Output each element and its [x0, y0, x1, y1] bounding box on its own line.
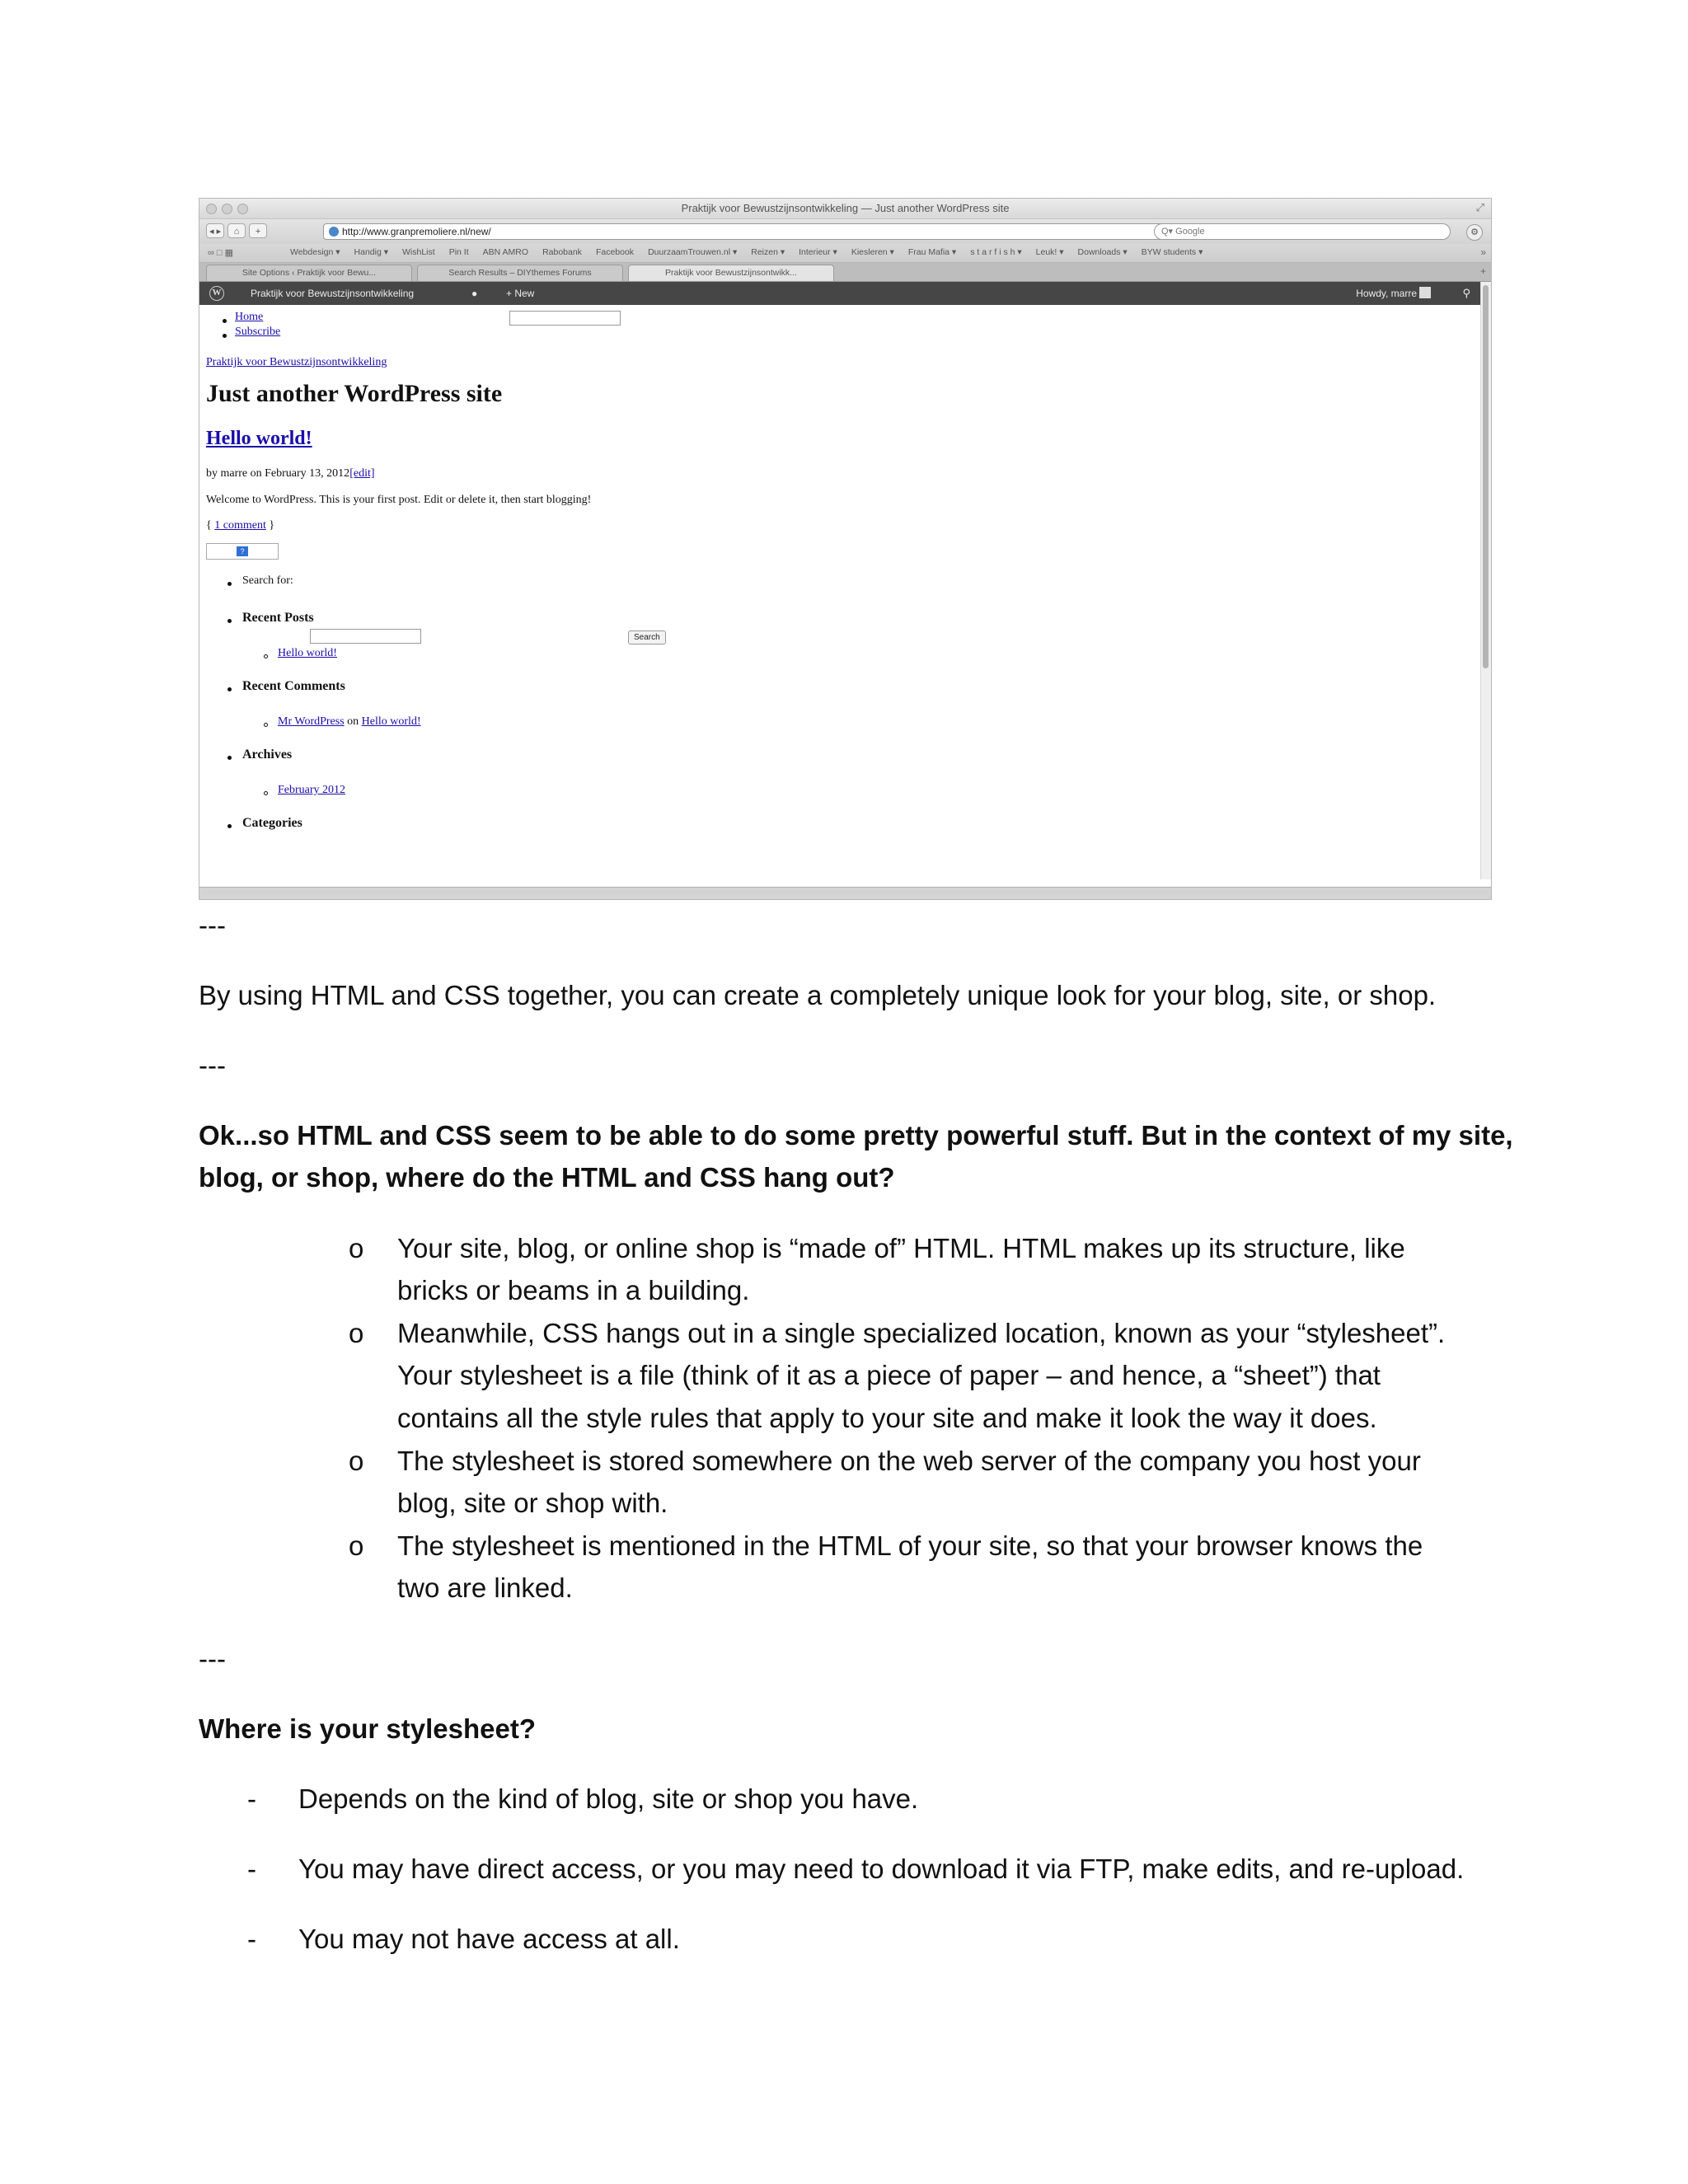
separator: ---	[199, 1643, 226, 1674]
nav-bullet	[223, 319, 227, 323]
selected-element-box[interactable]	[206, 543, 279, 560]
bookmark-item[interactable]: Reizen ▾	[751, 247, 785, 257]
add-bookmark-button[interactable]: +	[249, 223, 267, 238]
wp-search-input[interactable]	[509, 311, 621, 326]
more-bookmarks-icon[interactable]: »	[1480, 246, 1486, 258]
bookmark-item[interactable]: DuurzaamTrouwen.nl ▾	[648, 247, 738, 257]
browser-screenshot	[199, 198, 1492, 900]
tab-praktijk[interactable]: Praktijk voor Bewustzijnsontwikk...	[628, 265, 834, 281]
bookmark-item[interactable]: Frau Mafia ▾	[907, 247, 957, 257]
home-icon[interactable]: ⌂	[227, 223, 246, 238]
url-text: http://www.granpremoliere.nl/new/	[342, 226, 491, 237]
site-title-link[interactable]: Praktijk voor Bewustzijnsontwikkeling	[206, 356, 387, 368]
wp-search-button[interactable]: Search	[628, 630, 666, 644]
question-heading-line-2: blog, or shop, where do the HTML and CSS hang out?	[199, 1162, 895, 1193]
intro-paragraph: By using HTML and CSS together, you can create a completely unique look for your blog, site, or shop.	[199, 980, 1437, 1010]
search-icon[interactable]: ⚲	[1462, 287, 1470, 299]
vertical-scrollbar[interactable]	[1480, 282, 1491, 879]
bullet-3-line-2: blog, site or shop with.	[397, 1488, 668, 1518]
dash-bullet: -	[247, 1924, 256, 1954]
list-bullet: o	[349, 1530, 364, 1561]
bookmarks-bar	[199, 244, 1491, 263]
bullet-2-line-2: Your stylesheet is a file (think of it as a piece of paper – and hence, a “sheet”) that	[397, 1360, 1381, 1390]
bookmark-item[interactable]: Downloads ▾	[1077, 247, 1128, 257]
tab-site-options[interactable]: Site Options ‹ Praktijk voor Bewu...	[206, 265, 412, 281]
list-ring	[264, 791, 268, 795]
bookmark-item[interactable]: Kiesleren ▾	[851, 247, 894, 257]
comments-link[interactable]: 1 comment	[214, 519, 266, 532]
search-placeholder: Google	[1175, 227, 1205, 237]
wordpress-logo-icon[interactable]: W	[209, 286, 224, 301]
fullscreen-icon[interactable]: ⤢	[1475, 201, 1484, 213]
bookmark-item[interactable]: Leuk! ▾	[1035, 247, 1064, 257]
bullet-2-line-1: Meanwhile, CSS hangs out in a single specialized location, known as your “stylesheet”.	[397, 1318, 1446, 1348]
question-icon: ?	[237, 546, 248, 556]
comment-on-text: on	[347, 715, 359, 728]
brace-close: }	[269, 519, 275, 532]
question-heading-line-1: Ok...so HTML and CSS seem to be able to do some pretty powerful stuff. But in the context of my site,	[199, 1120, 1513, 1151]
back-forward-button[interactable]: ◂ ▸	[206, 223, 224, 238]
browser-toolbar	[199, 219, 1491, 244]
bookmark-item[interactable]: Handig ▾	[354, 247, 388, 257]
bookmarks-list	[290, 247, 1203, 257]
separator: ---	[199, 910, 226, 940]
post-title-link[interactable]: Hello world!	[206, 428, 312, 449]
bookmark-item[interactable]: Rabobank	[542, 247, 582, 257]
bullet-1-line-1: Your site, blog, or online shop is “made of” HTML. HTML makes up its structure, like	[397, 1233, 1405, 1263]
recent-comment-item	[278, 715, 421, 729]
dash-bullet: -	[247, 1854, 256, 1884]
bullet-4-line-2: two are linked.	[397, 1572, 573, 1603]
wp-search-box[interactable]	[310, 629, 421, 644]
nav-bullet	[223, 334, 227, 338]
address-bar[interactable]	[323, 223, 1259, 240]
widget-bullet	[227, 756, 232, 760]
site-tagline: Just another WordPress site	[206, 380, 503, 407]
bullet-3-line-1: The stylesheet is stored somewhere on the web server of the company you host your	[397, 1446, 1421, 1476]
list-bullet: o	[349, 1318, 364, 1348]
comment-bubble-icon[interactable]: ●	[471, 288, 478, 299]
dash-bullet: -	[247, 1783, 256, 1814]
list-bullet: o	[349, 1446, 364, 1476]
bookmark-item[interactable]: s t a r f i s h ▾	[970, 247, 1022, 257]
window-titlebar	[199, 199, 1491, 219]
bookmark-item[interactable]: Pin It	[448, 247, 469, 257]
tab-search-results[interactable]: Search Results – DIYthemes Forums	[417, 265, 623, 281]
wp-admin-bar	[199, 282, 1480, 305]
search-label: Search for:	[242, 574, 293, 587]
widget-bullet	[227, 582, 232, 586]
scrollbar-thumb[interactable]	[1483, 285, 1489, 668]
gear-icon[interactable]: ⚙	[1466, 224, 1483, 241]
bookmark-item[interactable]: Interieur ▾	[799, 247, 837, 257]
avatar	[1419, 287, 1431, 298]
admin-bar-howdy[interactable]	[1356, 282, 1431, 305]
comment-post-link[interactable]: Hello world!	[361, 715, 421, 728]
admin-bar-site-name[interactable]: Praktijk voor Bewustzijnsontwikkeling	[251, 288, 415, 299]
widget-bullet	[227, 687, 232, 691]
post-meta	[206, 467, 375, 480]
dash-item-3: You may not have access at all.	[298, 1924, 680, 1954]
bullet-2-line-3: contains all the style rules that apply to your site and make it look the way it does.	[397, 1403, 1377, 1433]
nav-link-subscribe[interactable]: Subscribe	[235, 326, 281, 338]
admin-bar-new[interactable]: + New	[506, 288, 535, 299]
bookmark-item[interactable]: Webdesign ▾	[290, 247, 340, 257]
list-ring	[264, 654, 268, 658]
horizontal-scrollbar[interactable]	[199, 887, 1491, 899]
dash-item-2: You may have direct access, or you may need to download it via FTP, make edits, and re-upload.	[298, 1854, 1465, 1884]
stylesheet-heading: Where is your stylesheet?	[199, 1713, 536, 1744]
bookmark-item[interactable]: ABN AMRO	[482, 247, 529, 257]
window-title: Praktijk voor Bewustzijnsontwikkeling — Just another WordPress site	[681, 202, 1010, 214]
widget-title-archives: Archives	[242, 748, 293, 762]
new-tab-button[interactable]: +	[1479, 265, 1486, 277]
tab-bar	[199, 263, 1491, 282]
globe-icon	[329, 227, 339, 237]
nav-link-home[interactable]: Home	[235, 311, 264, 323]
bookmark-item[interactable]: WishList	[402, 247, 435, 257]
recent-post-link[interactable]: Hello world!	[278, 647, 337, 659]
dash-item-1: Depends on the kind of blog, site or shop you have.	[298, 1783, 919, 1814]
bookmark-item[interactable]: BYW students ▾	[1141, 247, 1203, 257]
list-bullet: o	[349, 1233, 364, 1263]
list-ring	[264, 723, 268, 727]
widget-title-recent-comments: Recent Comments	[242, 679, 345, 693]
search-field[interactable]: Q▾ Google	[1154, 223, 1451, 240]
bullet-1-line-2: bricks or beams in a building.	[397, 1275, 750, 1305]
brace-open: {	[206, 519, 212, 532]
bookmarks-icons[interactable]: ∞ □ ▦	[208, 248, 233, 258]
bullet-4-line-1: The stylesheet is mentioned in the HTML of your site, so that your browser knows the	[397, 1530, 1423, 1561]
comments-line	[206, 519, 274, 532]
widget-bullet	[227, 824, 232, 828]
post-meta-text: by marre on February 13, 2012	[206, 467, 350, 480]
post-edit-link[interactable]: [edit]	[349, 467, 375, 480]
bookmark-item[interactable]: Facebook	[595, 247, 635, 257]
widget-bullet	[227, 619, 232, 623]
widget-title-categories: Categories	[242, 816, 302, 830]
archive-link[interactable]: February 2012	[278, 784, 346, 796]
howdy-text: Howdy, marre	[1356, 288, 1417, 299]
widget-title-recent-posts: Recent Posts	[242, 611, 314, 625]
comment-author-link[interactable]: Mr WordPress	[278, 715, 345, 728]
post-body: Welcome to WordPress. This is your first post. Edit or delete it, then start blogging!	[206, 494, 592, 506]
separator: ---	[199, 1050, 226, 1080]
